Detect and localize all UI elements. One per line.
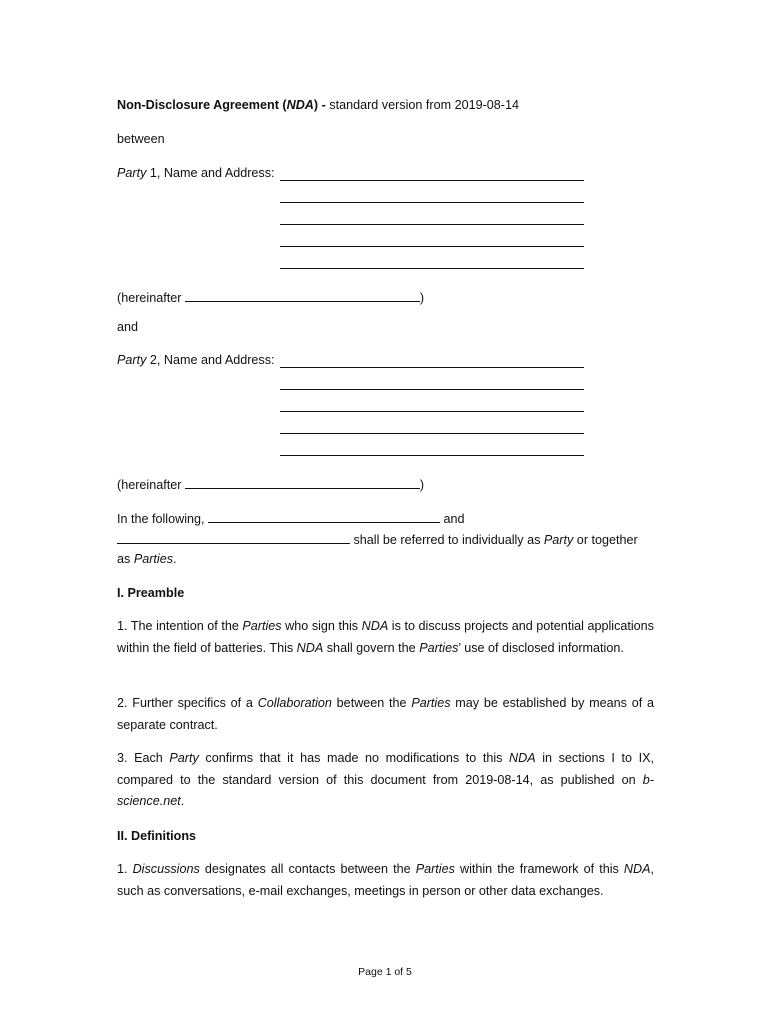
p3-party: Party: [169, 751, 199, 765]
hereinafter-1-blank[interactable]: [185, 288, 420, 302]
party1-address-line-5[interactable]: [280, 268, 584, 269]
p2-text-b: between the: [331, 696, 412, 710]
following-or-together: or together: [573, 533, 638, 547]
party2-label-rest: 2, Name and Address:: [146, 353, 275, 367]
preamble-paragraph-1: [117, 616, 654, 659]
p1-text-e: ’ use of disclosed information.: [458, 640, 624, 655]
title-rest: standard version from 2019-08-14: [325, 98, 519, 112]
hereinafter-2: [117, 475, 424, 492]
title-nda: NDA: [286, 98, 314, 112]
d1-text-c: within the framework of this: [454, 862, 624, 876]
party2-word: Party: [117, 353, 147, 367]
preamble-paragraph-2: [117, 693, 654, 736]
p3-nda: NDA: [509, 751, 536, 765]
following-parties: Parties: [133, 552, 174, 566]
p3-text-b: confirms that it has made no modifications to this: [198, 751, 510, 765]
party1-label-rest: 1, Name and Address:: [146, 166, 275, 180]
hereinafter-2-blank[interactable]: [185, 475, 420, 489]
preamble-paragraph-3: [117, 748, 654, 813]
d1-text-d: , such as conversations, e-mail exchanges, meetings in person or other data exchanges.: [117, 862, 654, 898]
definitions-heading: [117, 829, 196, 843]
p2-parties: Parties: [411, 696, 451, 710]
party2-address-line-5[interactable]: [280, 455, 584, 456]
d1-discussions: Discussions: [132, 862, 200, 876]
p2-text-c: may be established by means of a separate contract.: [117, 696, 654, 732]
following-start: In the following,: [117, 512, 205, 526]
party2-label: [117, 353, 275, 367]
hereinafter-1-close: ): [419, 291, 425, 305]
title-bold-end: ) -: [313, 98, 326, 112]
p3-text-a: 3. Each: [117, 751, 170, 765]
following-period: .: [173, 552, 177, 566]
d1-text-a: 1.: [117, 862, 133, 876]
party1-address-line-2[interactable]: [280, 202, 584, 203]
party1-label: [117, 166, 275, 180]
p1-parties-2: Parties: [419, 640, 459, 655]
following-blank-2[interactable]: [117, 530, 350, 544]
party1-address-line-1[interactable]: [280, 180, 584, 181]
p1-text-a: 1. The intention of the: [117, 619, 243, 633]
d1-text-b: designates all contacts between the: [199, 862, 416, 876]
party2-address-line-2[interactable]: [280, 389, 584, 390]
hereinafter-2-close: ): [419, 478, 425, 492]
p1-parties: Parties: [242, 619, 282, 633]
p2-collaboration: Collaboration: [257, 696, 332, 710]
following-party: Party: [543, 533, 574, 547]
following-blank-1[interactable]: [208, 509, 440, 523]
document-title: [117, 98, 519, 112]
p1-nda: NDA: [361, 619, 389, 633]
following-and: and: [440, 512, 465, 526]
following-line-3: [117, 552, 177, 566]
p1-text-d: shall govern the: [323, 640, 420, 655]
hereinafter-1-open: (hereinafter: [117, 291, 185, 305]
preamble-heading: [117, 586, 184, 600]
p1-nda-2: NDA: [296, 640, 324, 655]
d1-nda: NDA: [623, 862, 651, 876]
between-text: between: [117, 132, 165, 146]
p1-text-b: who sign this: [281, 619, 362, 633]
party2-address-line-3[interactable]: [280, 411, 584, 412]
hereinafter-1: [117, 288, 424, 305]
preamble-heading-text: I. Preamble: [117, 586, 185, 600]
p2-text-a: 2. Further specifics of a: [117, 696, 258, 710]
party1-address-line-3[interactable]: [280, 224, 584, 225]
title-bold-start: Non-Disclosure Agreement (: [117, 98, 287, 112]
party1-address-line-4[interactable]: [280, 246, 584, 247]
definitions-heading-text: II. Definitions: [117, 829, 197, 843]
d1-parties: Parties: [415, 862, 455, 876]
following-line-1: [117, 509, 465, 526]
following-as: as: [117, 552, 134, 566]
following-line-2: [117, 530, 638, 547]
p3-text-c: in sections I to IX, compared to the standard version of this document from 2019-08-14, as published on: [117, 751, 654, 787]
following-shall: shall be referred to individually as: [350, 533, 544, 547]
p1-text-c: is to discuss projects and potential applications within the field of batteries. This: [117, 619, 654, 655]
definitions-paragraph-1: [117, 859, 654, 902]
party2-address-line-4[interactable]: [280, 433, 584, 434]
p3-site: b-science.net: [117, 772, 654, 808]
page-number: Page 1 of 5: [358, 966, 412, 978]
party2-address-line-1[interactable]: [280, 367, 584, 368]
hereinafter-2-open: (hereinafter: [117, 478, 185, 492]
party1-word: Party: [117, 166, 147, 180]
p3-text-d: .: [180, 794, 185, 808]
and-text: and: [117, 320, 139, 334]
